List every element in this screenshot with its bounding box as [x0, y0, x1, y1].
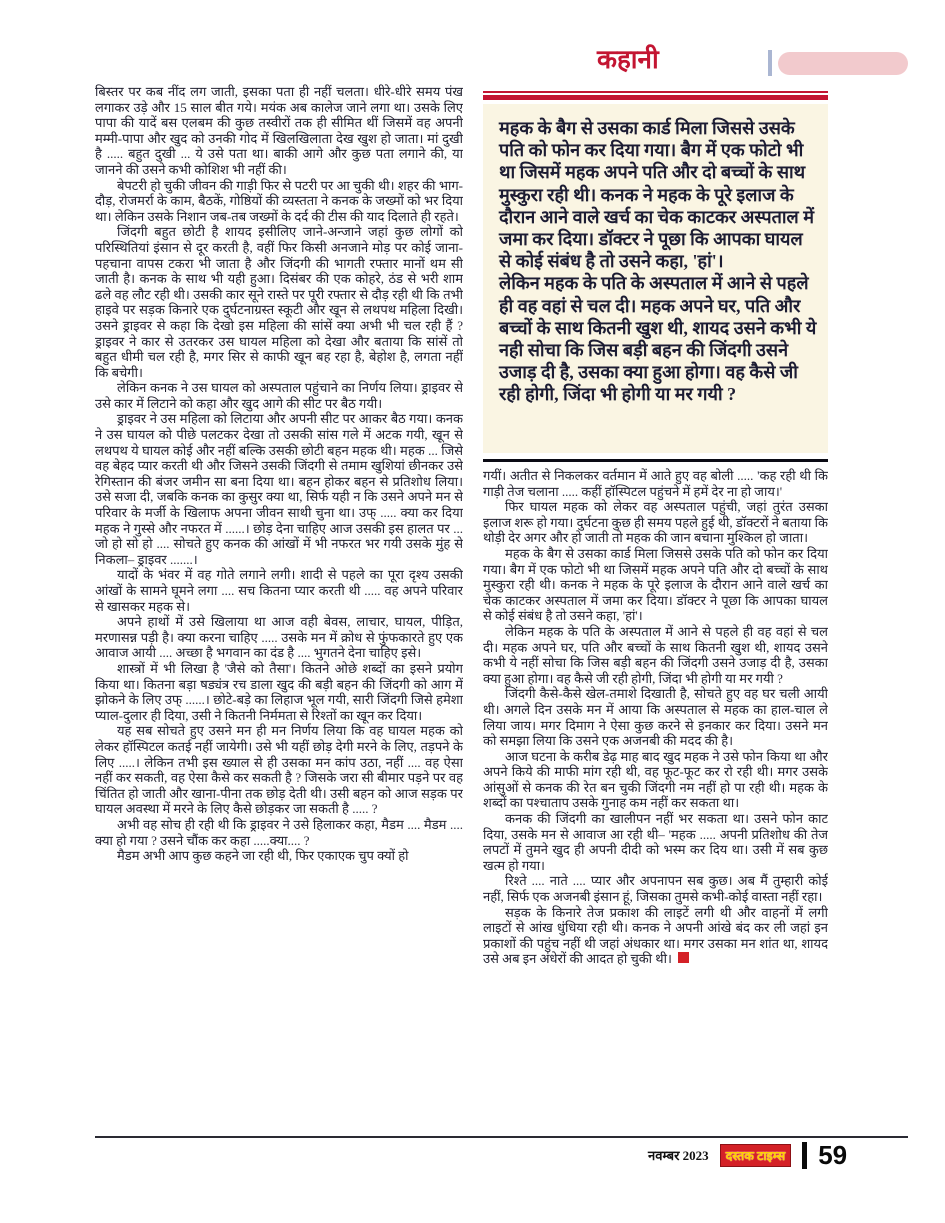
body-paragraph: गयीं। अतीत से निकलकर वर्तमान में आते हुए वह बोली ..... 'कह रही थी कि गाड़ी तेज चलाना ..... कहीं हॉस्पिटल पहुंचने में हमें देर ना हो जाय।'	[483, 468, 828, 499]
body-paragraph: बेपटरी हो चुकी जीवन की गाड़ी फिर से पटरी पर आ चुकी थी। शहर की भाग-दौड़, रोजमर्रा के काम, बैठकें, गोष्ठियों की व्यस्तता ने कनक के जख्मों को भर दिया था। लेकिन उसके निशान जब-तब जख्मों के दर्द की टीस की याद दिलाते ही रहते।	[95, 177, 463, 224]
body-paragraph: रिश्ते .... नाते .... प्यार और अपनापन सब कुछ। अब मैं तुम्हारी कोई नहीं, सिर्फ एक अजनबी इंसान हूं, जिसका तुमसे कभी-कोई वास्ता नहीं रहा।	[483, 873, 828, 905]
body-paragraph	[483, 905, 828, 967]
body-paragraph: अभी वह सोच ही रही थी कि ड्राइवर ने उसे हिलाकर कहा, मैडम .... मैडम .... क्या हो गया ? उसने चौंक कर कहा .....क्या.... ?	[95, 816, 463, 848]
body-paragraph: महक के बैग से उसका कार्ड मिला जिससे उसके पति को फोन कर दिया गया। बैग में एक फोटो भी था जिसमें महक अपने पति और दो बच्चों के साथ मुस्कुरा रही थी। कनक ने महक के पूरे इलाज के दौरान आने वाले खर्च का चेक काटकर अस्पताल में जमा कर दिया। डॉक्टर ने पूछा कि आपका घायल से कोई संबंध है तो उसने कहा, 'हां'।	[483, 545, 828, 624]
pullquote-paragraph: लेकिन महक के पति के अस्पताल में आने से पहले ही वह वहां से चल दी। महक अपने घर, पति और बच्चों के साथ कितनी खुश थी, शायद उसने कभी ये नही सोचा कि जिस बड़ी बहन की जिंदगी उसने उजाड़ दी है, उसका क्या हुआ होगा। वह कैसे जी रही होगी, जिंदा भी होगी या मर गयी ?	[499, 273, 817, 405]
footer-rule	[95, 1136, 908, 1138]
pullquote-bottom-rule	[483, 459, 828, 462]
body-paragraph: मैडम अभी आप कुछ कहने जा रही थी, फिर एकाएक चुप क्यों हो	[117, 848, 409, 864]
magazine-logo: दस्तक टाइम्स	[720, 1144, 792, 1167]
footer-date: नवम्बर 2023	[648, 1148, 709, 1163]
body-paragraph: जिंदगी बहुत छोटी है शायद इसीलिए जाने-अन्जाने जहां कुछ लोगों को परिस्थितियां इंसान से दूर करती है, वहीं फिर किसी अनजाने मोड़ पर कोई जाना-पहचाना वापस टकरा भी जाता है और जिंदगी की भागती रफ्तार मानों थम सी जाती है। कनक के साथ भी यही हुआ। दिसंबर की एक कोहरे, ठंड से भरी शाम ढले वह लौट रही थी। उसकी कार सूने रास्ते पर पूरी रफ्तार से दौड़ रही थी कि तभी हाइवे पर सड़क किनारे एक दुर्घटनाग्रस्त स्कूटी और खून से लथपथ महिला दिखी। उसने ड्राइवर से कहा कि देखो इस महिला की सांसें क्या अभी भी चल रही हैं ? ड्राइवर ने कार से उतरकर उस घायल महिला को देखा और बताया कि सांसें तो बहुत धीमी चल रही है, मगर सिर से काफी खून बह रहा है, बेहोश है, लगता नहीं कि बचेगी।	[95, 224, 463, 380]
body-paragraph: शास्त्रों में भी लिखा है 'जैसे को तैसा'। कितने ओछे शब्दों का इसने प्रयोग किया था। कितना बड़ा षड्यंत्र रच डाला खुद की बड़ी बहन की जिंदगी को आग में झोकने के लिए उफ् ......। छोटे-बड़े का लिहाज भूल गयी, सारी जिंदगी जिसे हमेशा प्याल-दुलार ही दिया, उसी ने कितनी निर्ममता से रिश्तों का खून कर दिया।	[95, 660, 463, 723]
header-divider-bar	[768, 50, 772, 76]
story-end-marker	[678, 952, 689, 963]
body-paragraph: अपने हाथों में उसे खिलाया था आज वही बेवस, लाचार, घायल, पीड़ित, मरणासन्न पड़ी है। क्या करना चाहिए ..... उसके मन में क्रोध से फुंफकारते हुए एक आवाज आयी .... अच्छा है भगवान का दंड है .... भुगतने देना चाहिए इसे।	[95, 614, 463, 661]
body-paragraph-text: सड़क के किनारे तेज प्रकाश की लाइटें लगी थी और वाहनों में लगी लाइटों से आंख धुंधिया रही थी। कनक ने अपनी आंखे बंद कर ली जहां इन प्रकाशों की पहुंच नहीं थी जहां अंधकार था। मगर उसका मन शांत था, शायद उसे अब इन अंधेरों की आदत हो चुकी थी।	[483, 904, 828, 967]
body-paragraph: ड्राइवर ने उस महिला को लिटाया और अपनी सीट पर आकर बैठ गया। कनक ने उस घायल को पीछे पलटकर देखा तो उसकी सांस गले में अटक गयी, खून से लथपथ ये घायल कोई और नहीं बल्कि उसकी छोटी बहन महक थी। महक ... जिसे वह बेहद प्यार करती थी और जिसने उसकी जिंदगी से तमाम खुशियां छीनकर उसे रेगिस्तान की बंजर जमीन सा बना दिया था। बहन होकर बहन से प्रतिशोध लिया। उसे सजा दी, जबकि कनक का कुसुर क्या था, सिर्फ यही न कि उसने अपने मन से परिवार के मर्जी के खिलाफ अपना जीवन साथी चुना था। उफ् ..... क्या कर दिया महक ने गुस्से और नफरत में ......। छोड़ देना चाहिए आज उसकी इस हालत पर ... जो हो सो हो .... सोचते हुए कनक की आंखों में भी नफरत भर गयी उसके मुंह से निकला– ड्राइवर .......।	[95, 411, 463, 567]
body-paragraph: यादों के भंवर में वह गोते लगाने लगी। शादी से पहले का पूरा दृश्य उसकी आंखों के सामने घूमने लगा .... सच कितना प्यार करती थी ..... वह अपने परिवार से खासकर महक से।	[95, 567, 463, 614]
pullquote-box	[483, 104, 828, 453]
left-column	[95, 84, 463, 1130]
section-label: कहानी	[597, 45, 659, 74]
pullquote-paragraph: महक के बैग से उसका कार्ड मिला जिससे उसके पति को फोन कर दिया गया। बैग में एक फोटो भी था जिसमें महक अपने पति और दो बच्चों के साथ मुस्कुरा रही थी। कनक ने महक के पूरे इलाज के दौरान आने वाले खर्च का चेक काटकर अस्पताल में जमा कर दिया। डॉक्टर ने पूछा कि आपका घायल से कोई संबंध है तो उसने कहा, 'हां'।	[499, 118, 814, 272]
body-paragraph: यह सब सोचते हुए उसने मन ही मन निर्णय लिया कि वह घायल महक को लेकर हॉस्पिटल कतई नहीं जायेगी। उसे भी यहीं छोड़ देगी मरने के लिए, तड़पने के लिए .....। लेकिन तभी इस ख्याल से ही उसका मन कांप उठा, नहीं .... वह ऐसा नहीं कर सकती, वह ऐसा कैसे कर सकती है ? जिसके जरा सी बीमार पड़ने पर वह चिंतित हो जाती और खाना-पीना तक छोड़ देती थी। उसी बहन को आज सड़क पर घायल अवस्था में मरने के लिए कैसे छोड़कर जा सकती है ..... ?	[95, 723, 463, 817]
body-paragraph: बिस्तर पर कब नींद लग जाती, इसका पता ही नहीं चलता। धीरे-धीरे समय पंख लगाकर उड़े और 15 साल बीत गये। मयंक अब कालेज जाने लगा था। उसके लिए पापा की यादें बस एलबम की कुछ तस्वीरों तक ही सीमित थीं जिसमें वह अपनी मम्मी-पापा और खुद को उनकी गोद में खिलखिलाता देख खुश हो जाता। मां दुखी है ..... बहुत दुखी ... ये उसे पता था। बाकी आगे और कुछ पता लगाने की, या जानने की उसने कभी कोशिश भी नहीं की।	[95, 84, 463, 177]
body-paragraph: जिंदगी कैसे-कैसे खेल-तमाशे दिखाती है, सोचते हुए वह घर चली आयी थी। अगले दिन उसके मन में आया कि अस्पताल से महक का हाल-चाल ले लिया जाय। मगर दिमाग ने ऐसा कुछ करने से इनकार कर दिया। उसने मन को समझा लिया कि उसने एक अजनबी की मदद की है।	[483, 686, 828, 749]
right-column	[483, 468, 828, 1130]
red-rule-thick	[483, 95, 828, 100]
redacted-title-pill	[778, 52, 908, 75]
body-paragraph: कनक की जिंदगी का खालीपन नहीं भर सकता था। उसने फोन काट दिया, उसके मन से आवाज आ रही थी– 'महक ..... अपनी प्रतिशोध की तेज लपटों में तुमने खुद ही अपनी दीदी को भस्म कर दिय था। उसी में सब कुछ खत्म हो गया।	[483, 811, 828, 873]
body-paragraph: आज घटना के करीब डेढ़ माह बाद खुद महक ने उसे फोन किया था और अपने किये की माफी मांग रही थी, वह फूट-फूट कर रो रही थी। मगर उसके आंसुओं से कनक की रेत बन चुकी जिंदगी नम नहीं हो पा रही थी। महक के शब्दों का पश्चाताप उसके गुनाह कम नहीं कर सकता था।	[483, 748, 828, 811]
body-paragraph: लेकिन कनक ने उस घायल को अस्पताल पहुंचाने का निर्णय लिया। ड्राइवर से उसे कार में लिटाने को कहा और खुद आगे की सीट पर बैठ गयी।	[95, 380, 463, 411]
red-rule-thin	[483, 91, 828, 93]
body-paragraph: लेकिन महक के पति के अस्पताल में आने से पहले ही वह वहां से चल दी। महक अपने घर, पति और बच्चों के साथ कितनी खुश थी, शायद उसने कभी ये नहीं सोचा कि जिस बड़ी बहन की जिंदगी उसने उजाड़ दी है, उसका क्या हुआ होगा। वह कैसे जी रही होगी, जिंदा भी होगी या मर गयी ?	[483, 623, 828, 686]
body-paragraph: फिर घायल महक को लेकर वह अस्पताल पहुंची, जहां तुरंत उसका इलाज शरू हो गया। दुर्घटना कुछ ही समय पहले हुई थी, डॉक्टरों ने बताया कि थोड़ी देर अगर और हो जाती तो महक की जान बचाना मुश्किल हो जाता।	[483, 499, 828, 546]
footer-divider-bar	[802, 1142, 807, 1169]
red-double-rule	[483, 91, 828, 100]
page-number: 59	[818, 1140, 848, 1170]
footer	[648, 1140, 847, 1170]
